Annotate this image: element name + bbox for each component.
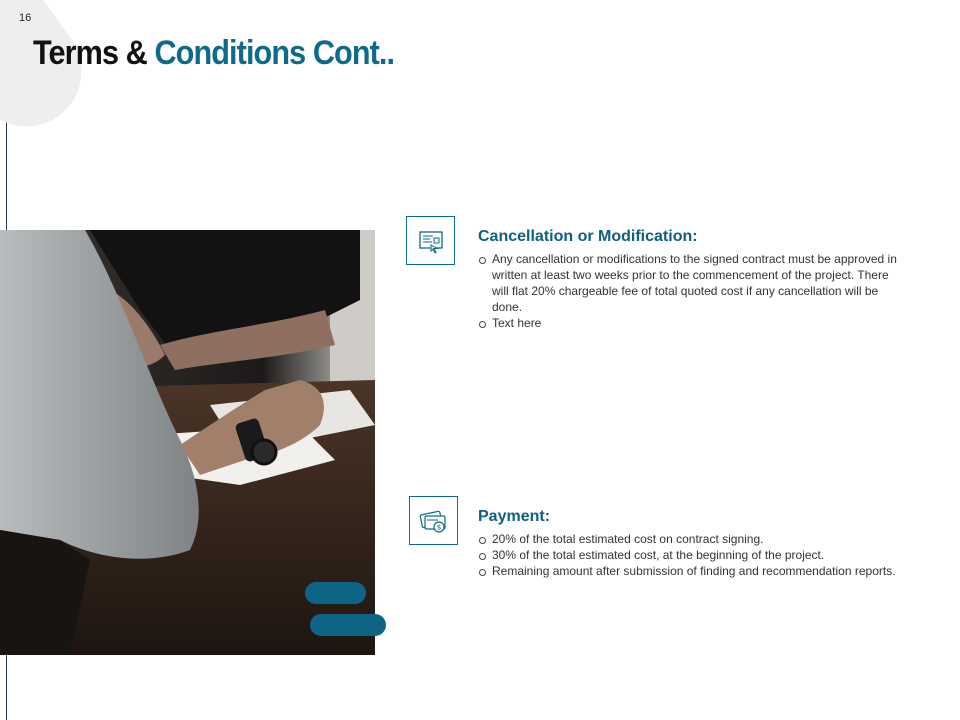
- list-item: Any cancellation or modifications to the signed contract must be approved in written at least two weeks prior to the commencement of the project. There will flat 20% chargeable fee of total quoted cost if any cancellation will be done.: [478, 251, 898, 315]
- payment-bullet-list: [478, 531, 953, 579]
- title-main: Terms &: [33, 34, 155, 72]
- contract-document-icon: [406, 216, 455, 265]
- decorative-pill-bottom: [310, 614, 386, 636]
- list-item: Remaining amount after submission of finding and recommendation reports.: [478, 563, 953, 579]
- cancellation-bullet-list: [478, 251, 898, 331]
- decorative-pill-top: [305, 582, 366, 604]
- slide-title: [33, 34, 394, 73]
- payment-card-icon-graphic: [418, 505, 450, 537]
- list-item: 30% of the total estimated cost, at the beginning of the project.: [478, 547, 953, 563]
- payment-card-icon: [409, 496, 458, 545]
- section-heading-cancellation: Cancellation or Modification:: [478, 228, 698, 245]
- slide-number: 16: [19, 12, 32, 24]
- section-heading-payment: Payment:: [478, 508, 551, 525]
- list-item: Text here: [478, 315, 898, 331]
- svg-text:$: $: [436, 523, 441, 531]
- title-accent: Conditions Cont..: [154, 34, 395, 72]
- corner-decoration: [0, 0, 103, 148]
- list-item: 20% of the total estimated cost on contract signing.: [478, 531, 953, 547]
- contract-document-icon-graphic: [416, 226, 446, 256]
